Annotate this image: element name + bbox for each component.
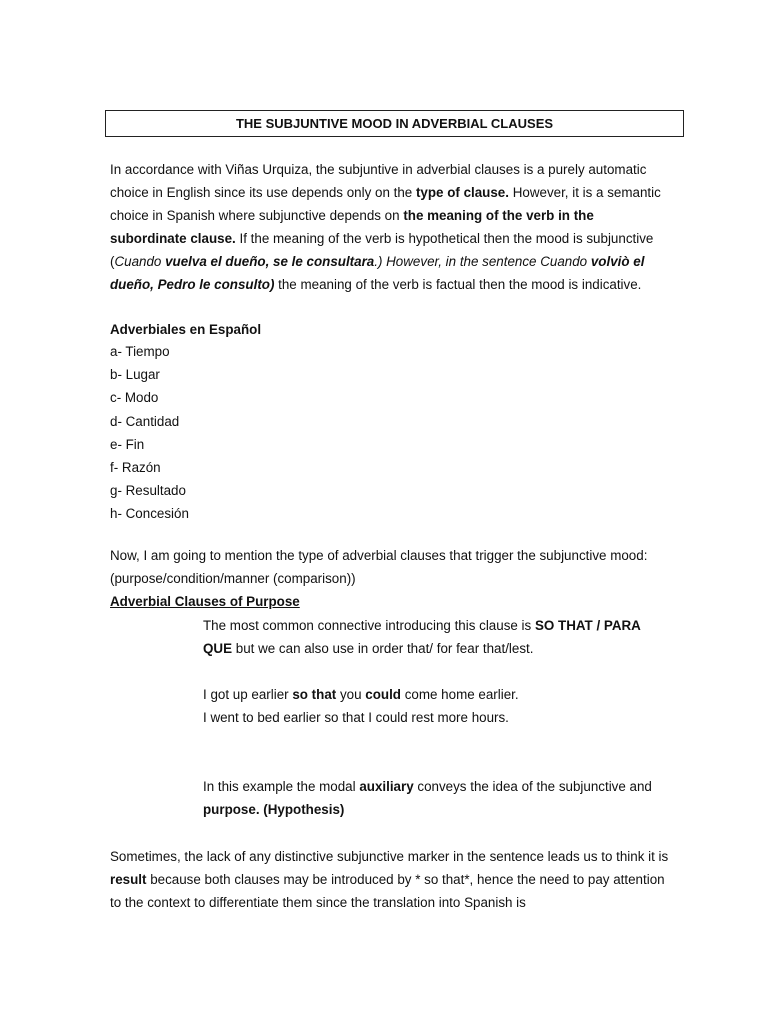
now-text: Now, I am going to mention the type of adverbial clauses that trigger the subjunctive mood: (purpose/condition/manner (comparison)): [110, 548, 648, 586]
list-item: b- Lugar: [110, 367, 160, 383]
modal-text: In this example the modal: [203, 779, 360, 794]
list-item: f- Razón: [110, 460, 161, 476]
list-item: g- Resultado: [110, 483, 186, 499]
intro-italic: Cuando: [540, 254, 591, 269]
closing-paragraph: [110, 845, 670, 914]
list-item: e- Fin: [110, 436, 145, 452]
example-text: I went to bed earlier so that I could rest more hours.: [203, 710, 509, 725]
purpose-text: but we can also use in order that/ for fear that/lest.: [232, 641, 534, 656]
intro-bold-italic: vuelva el dueño, se le consultara: [165, 254, 375, 269]
intro-italic: Cuando: [114, 254, 166, 269]
example-text: you: [336, 687, 366, 702]
list-item: d- Cantidad: [110, 413, 180, 429]
intro-text: In accordance with Viñas Urquiza, the subjuntive in adverbial clauses is a purely automatic choice in English since its use depends only on the: [110, 162, 647, 200]
closing-text: because both clauses may be introduced by * so that*, hence the need to pay attention to the context to differentiate them since the translation into Spanish is: [110, 872, 665, 910]
list-item: h- Concesión: [110, 506, 189, 522]
example-bold: so that: [292, 687, 337, 702]
now-paragraph: [110, 544, 670, 613]
closing-bold: result: [110, 872, 147, 887]
intro-bold-italic: volviò el dueño, Pedro le consulto): [110, 254, 645, 292]
purpose-bold: SO THAT / PARA QUE: [203, 618, 641, 656]
intro-bold: type of clause.: [415, 185, 509, 200]
purpose-heading: Adverbial Clauses of Purpose: [110, 594, 300, 609]
modal-bold: auxiliary: [359, 779, 414, 794]
purpose-paragraph: [203, 614, 673, 660]
intro-bold: the meaning of the verb in the subordinate clause.: [110, 208, 594, 246]
adverbiales-section: [110, 320, 670, 526]
document-title: THE SUBJUNTIVE MOOD IN ADVERBIAL CLAUSES: [105, 110, 684, 137]
closing-text: Sometimes, the lack of any distinctive subjunctive marker in the sentence leads us to think it is: [110, 849, 669, 864]
modal-paragraph: [203, 775, 673, 821]
purpose-text: The most common connective introducing this clause is: [203, 618, 535, 633]
example-text: come home earlier.: [400, 687, 519, 702]
intro-text: the meaning of the verb is factual then the mood is indicative.: [274, 277, 642, 292]
intro-italic: .) However, in the sentence: [374, 254, 541, 269]
adverbiales-list: [110, 340, 670, 526]
intro-paragraph: [110, 158, 670, 296]
adverbiales-heading: Adverbiales en Español: [110, 322, 262, 337]
list-item: c- Modo: [110, 390, 159, 406]
example-text: I got up earlier: [203, 687, 293, 702]
modal-text: conveys the idea of the subjunctive and: [413, 779, 652, 794]
intro-text: If the meaning of the verb is hypothetical then the mood is subjunctive (: [110, 231, 654, 269]
modal-bold: purpose. (Hypothesis): [203, 802, 345, 817]
purpose-examples: [203, 683, 673, 729]
list-item: a- Tiempo: [110, 344, 170, 359]
intro-text: However, it is a semantic choice in Spanish where subjunctive depends on: [110, 185, 661, 223]
example-bold: could: [365, 687, 401, 702]
